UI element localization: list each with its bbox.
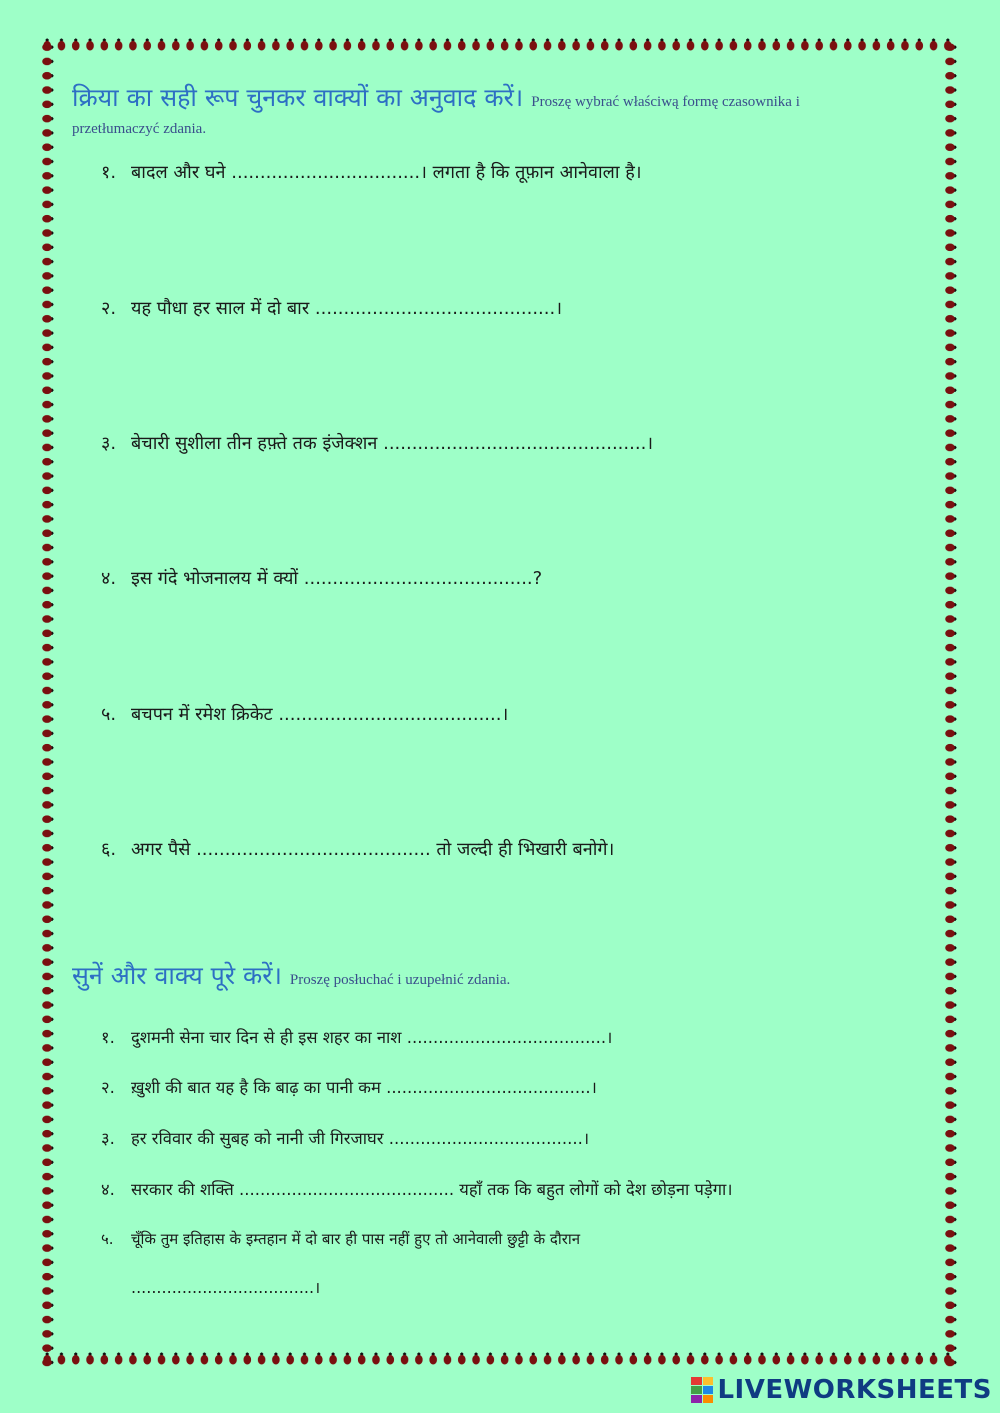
item-text: बादल और घने .................................। लगता है कि तूफ़ान आनेवाला है।: [131, 162, 642, 183]
exercise1-item-5: [101, 702, 508, 726]
item-text: हर रविवार की सुबह को नानी जी गिरजाघर .....................................।: [131, 1129, 590, 1148]
exercise1-item-2: [101, 296, 562, 320]
exercise1-item-4: [101, 566, 542, 590]
exercise2-item-4: [101, 1177, 733, 1200]
item-text: अगर पैसे ......................................... तो जल्दी ही भिखारी बनोगे।: [131, 839, 615, 860]
section1-heading-polish-cont: przetłumaczyć zdania.: [72, 121, 207, 137]
item-text: इस गंदे भोजनालय में क्यों ........................................?: [131, 568, 543, 589]
item-number: २.: [101, 1078, 115, 1097]
item-text: बेचारी सुशीला तीन हफ़्ते तक इंजेक्शन ..............................................।: [131, 433, 654, 454]
section2-heading: [72, 958, 510, 992]
exercise2-item-3: [101, 1126, 589, 1149]
ladybug-border-bottom: [40, 1352, 958, 1366]
item-number: १.: [101, 1028, 115, 1047]
item-text: ख़ुशी की बात यह है कि बाढ़ का पानी कम .......................................।: [131, 1078, 597, 1097]
liveworksheets-logo-icon: [691, 1377, 713, 1403]
item-text: दुशमनी सेना चार दिन से ही इस शहर का नाश ......................................।: [131, 1028, 613, 1047]
item-number: २.: [101, 298, 117, 319]
exercise2-item-5: [101, 1229, 580, 1249]
exercise2-item-5-blank: ....................................।: [131, 1278, 321, 1297]
item-text: सरकार की शक्ति ......................................... यहाँ तक कि बहुत लोगों को देश छोड़ना पड़ेगा।: [131, 1180, 733, 1199]
exercise1-item-1: [101, 160, 642, 184]
ladybug-border-left: [40, 40, 54, 1370]
item-number: ४.: [101, 1180, 115, 1199]
section1-heading: [72, 80, 800, 114]
item-number: ५.: [101, 704, 117, 725]
brand-text: LIVEWORKSHEETS: [717, 1375, 992, 1405]
item-number: ५.: [101, 1230, 114, 1248]
item-number: ४.: [101, 568, 117, 589]
section1-heading-hindi: क्रिया का सही रूप चुनकर वाक्यों का अनुवाद करें।: [72, 83, 524, 112]
ladybug-border-right: [943, 40, 957, 1370]
item-number: ६.: [101, 839, 117, 860]
exercise1-item-6: [101, 837, 614, 861]
item-number: ३.: [101, 1129, 115, 1148]
section2-heading-polish: Proszę posłuchać i uzupełnić zdania.: [289, 972, 511, 988]
section2-heading-hindi: सुनें और वाक्य पूरे करें।: [72, 961, 282, 990]
liveworksheets-brand: [691, 1375, 992, 1405]
item-number: ३.: [101, 433, 117, 454]
exercise1-item-3: [101, 431, 653, 455]
item-number: १.: [101, 162, 117, 183]
section1-heading-polish: Proszę wybrać właściwą formę czasownika i: [531, 94, 800, 110]
exercise2-item-1: [101, 1025, 612, 1048]
item-text: यह पौधा हर साल में दो बार ..........................................।: [131, 298, 563, 319]
item-text: बचपन में रमेश क्रिकेट .......................................।: [131, 704, 509, 725]
item-text: चूँकि तुम इतिहास के इम्तहान में दो बार ही पास नहीं हुए तो आनेवाली छुट्टी के दौरान: [131, 1230, 581, 1248]
exercise2-item-2: [101, 1075, 597, 1098]
ladybug-border-top: [40, 38, 958, 52]
